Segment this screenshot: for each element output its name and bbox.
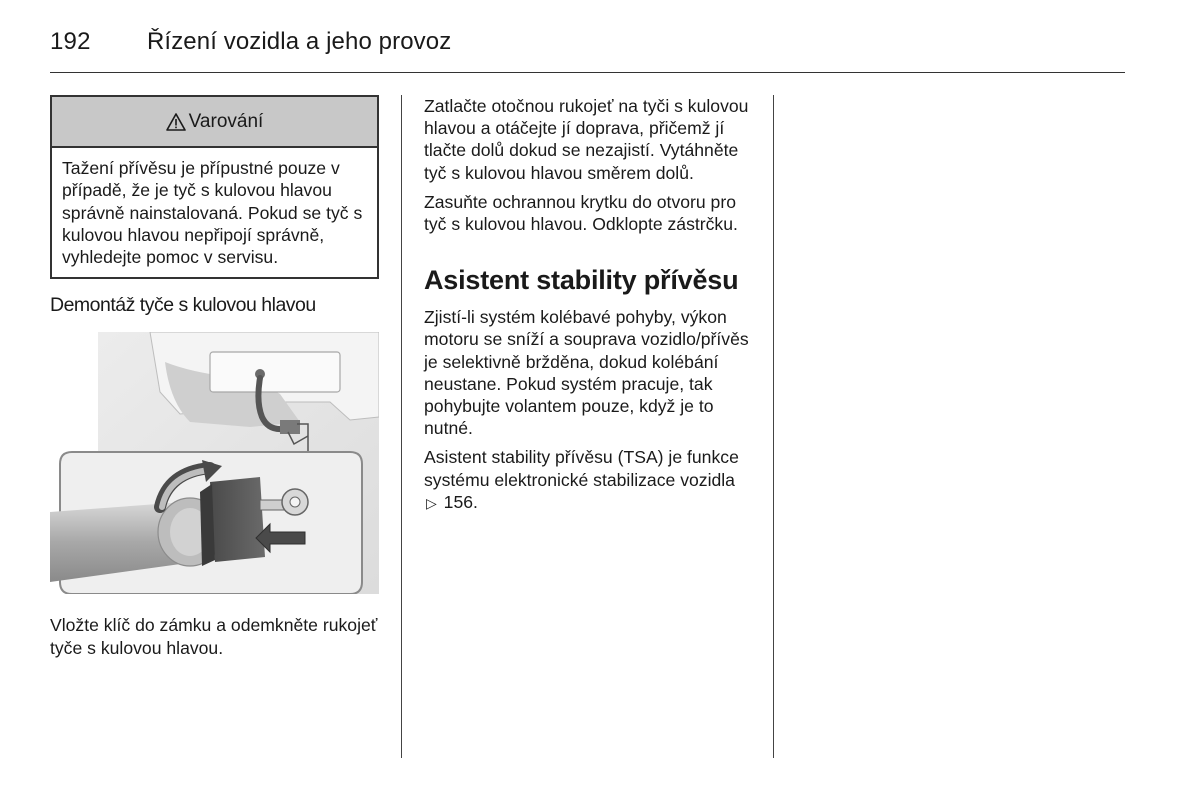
page-number: 192 [50, 28, 91, 55]
column-divider [401, 95, 402, 758]
page-header [50, 24, 1125, 73]
tsa-paragraph-2-text: Asistent stability přívěsu (TSA) je funkce systému elektronické stabilizace vozidla [424, 447, 739, 490]
page-reference-number: 156. [443, 491, 478, 512]
warning-box [50, 95, 379, 279]
tsa-paragraph-2 [424, 446, 754, 514]
removal-step-2: Zatlačte otočnou rukojeť na tyči s kulovou hlavou a otáčejte jí doprava, přičemž jí tlačte dolů dokud se nezajistí. Vytáhněte tyč s kulovou hlavou směrem dolů. [424, 96, 749, 183]
towbar-illustration [50, 332, 379, 594]
warning-text: Tažení přívěsu je přípustné pouze v případě, že je tyč s kulovou hlavou správně nainstalovaná. Pokud se tyč s kulovou hlavou nepřipojí správně, vyhledejte pomoc v servisu. [62, 158, 363, 268]
tsa-section-title: Asistent stability přívěsu [424, 265, 739, 296]
chapter-title: Řízení vozidla a jeho provoz [147, 28, 452, 55]
middle-column [424, 95, 754, 514]
removal-step-1: Vložte klíč do zámku a odemkněte rukojeť tyče s kulovou hlavou. [50, 615, 378, 658]
left-column [50, 95, 379, 659]
removal-step-3: Zasuňte ochrannou krytku do otvoru pro tyč s kulovou hlavou. Odklopte zástrčku. [424, 191, 738, 235]
removal-heading: Demontáž tyče s kulovou hlavou [50, 294, 316, 317]
warning-header [52, 97, 377, 148]
warning-triangle-icon [166, 113, 186, 131]
page-reference-icon: ▷ [426, 494, 437, 511]
warning-title: Varování [188, 110, 264, 132]
column-divider [773, 95, 774, 758]
tsa-paragraph-1: Zjistí-li systém kolébavé pohyby, výkon motoru se sníží a souprava vozidlo/přívěs je selektivně bržděna, dokud kolébání neustane. Pokud systém pracuje, tak pohybujte volantem pouze, když je to nutné. [424, 307, 749, 439]
